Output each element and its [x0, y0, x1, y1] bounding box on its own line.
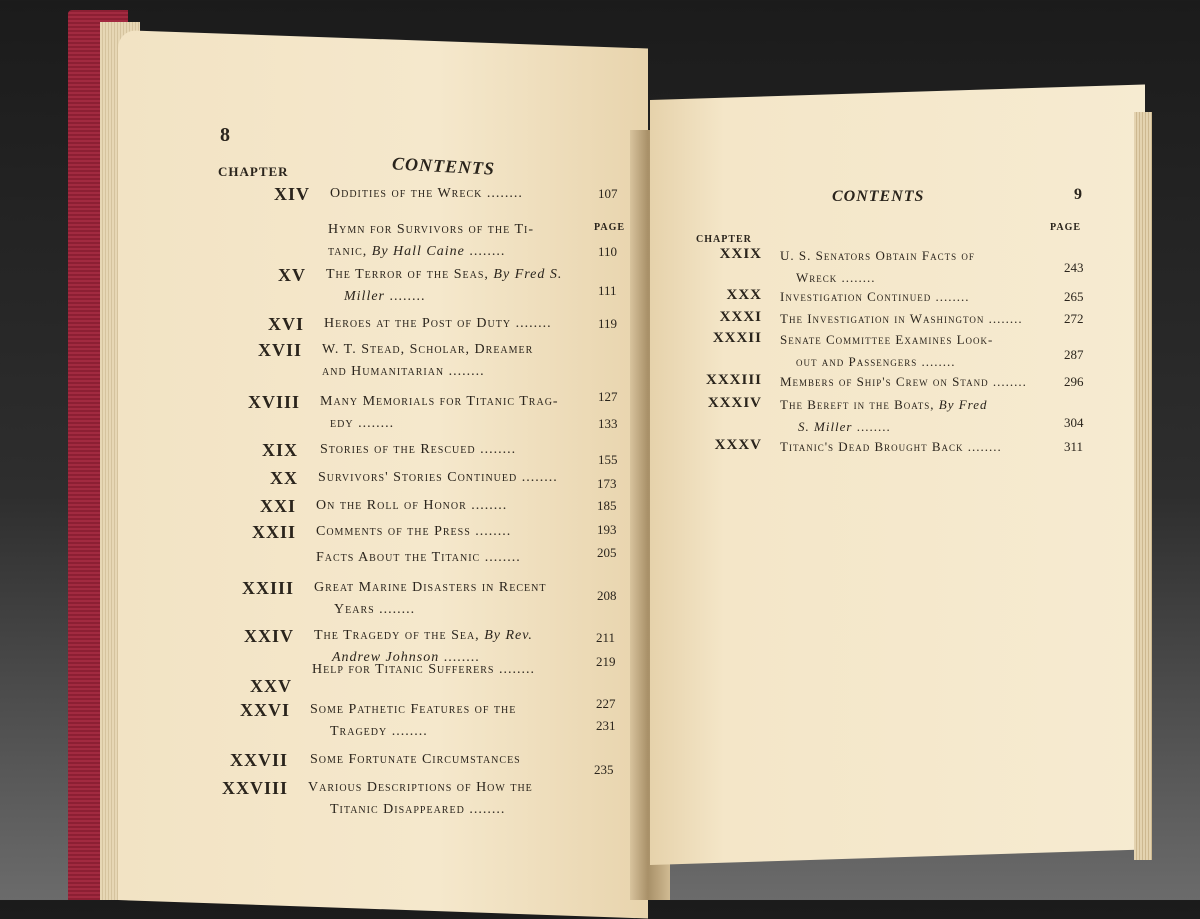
- chapter-number: XXVIII: [221, 778, 288, 798]
- entry-title-line: Comments of the Press ........: [316, 524, 512, 539]
- entry-title-line: Some Pathetic Features of the: [310, 702, 517, 717]
- page-reference: 287: [1064, 347, 1084, 362]
- entry-title-line: Great Marine Disasters in Recent: [314, 580, 547, 595]
- entry-title-line: Facts About the Titanic ........: [316, 550, 521, 565]
- page-reference: 243: [1064, 260, 1084, 275]
- chapter-number: XXVII: [229, 750, 288, 770]
- right-chapter-label: CHAPTER: [696, 234, 752, 245]
- entry-title-line: On the Roll of Honor ........: [316, 498, 508, 513]
- entry-title-line: edy ........: [330, 416, 395, 431]
- entry-title-line: Some Fortunate Circumstances: [310, 752, 521, 767]
- page-reference: 107: [598, 186, 618, 201]
- entry-title-line: The Investigation in Washington ........: [780, 311, 1023, 326]
- chapter-number: XVII: [257, 340, 302, 360]
- chapter-number: XX: [270, 468, 298, 488]
- entry-title-line: Andrew Johnson ........: [332, 650, 480, 665]
- entry-title-line: U. S. Senators Obtain Facts of: [780, 248, 975, 263]
- page-reference: 296: [1064, 374, 1084, 389]
- entry-title-line: Many Memorials for Titanic Trag-: [320, 394, 559, 409]
- chapter-number: XXX: [726, 287, 762, 303]
- entry-title-line: Stories of the Rescued ........: [320, 442, 517, 457]
- entry-title-line: The Terror of the Seas, By Fred S.: [326, 267, 563, 282]
- chapter-number: XXXI: [719, 309, 762, 325]
- entry-title-line: Miller ........: [344, 289, 426, 304]
- page-reference: 193: [597, 522, 617, 537]
- entry-title-line: W. T. Stead, Scholar, Dreamer: [322, 342, 534, 357]
- entry-title-line: and Humanitarian ........: [322, 364, 485, 379]
- entry-title-line: Oddities of the Wreck ........: [330, 186, 523, 201]
- page-reference: 227: [596, 696, 616, 711]
- entry-title-line: tanic, By Hall Caine ........: [328, 244, 506, 259]
- page-reference: 208: [597, 588, 617, 603]
- chapter-number: XXXV: [714, 437, 762, 453]
- left-heading: CONTENTS: [391, 153, 496, 179]
- chapter-number: XV: [278, 265, 306, 285]
- entry-title-line: Tragedy ........: [330, 724, 428, 739]
- entry-title-line: Heroes at the Post of Duty ........: [324, 316, 552, 331]
- page-reference: 185: [597, 498, 617, 513]
- entry-title-line: Hymn for Survivors of the Ti-: [328, 222, 535, 237]
- entry-title-line: Wreck ........: [796, 270, 876, 285]
- entry-title-line: The Bereft in the Boats, By Fred: [780, 397, 988, 412]
- entry-title-line: Titanic's Dead Brought Back ........: [780, 439, 1002, 454]
- right-page-number: 9: [1074, 186, 1082, 203]
- page-reference: 311: [1064, 439, 1084, 454]
- chapter-number: XVI: [267, 314, 304, 334]
- right-page-label: PAGE: [1050, 222, 1082, 233]
- page-reference: 127: [598, 389, 618, 404]
- entry-title-line: Various Descriptions of How the: [308, 780, 533, 795]
- chapter-number: XXXIV: [707, 395, 762, 411]
- entry-title-line: Survivors' Stories Continued ........: [318, 470, 558, 485]
- page-reference: 265: [1064, 289, 1084, 304]
- page-reference: 304: [1064, 415, 1084, 430]
- left-chapter-label: CHAPTER: [218, 164, 289, 179]
- page-reference: 205: [597, 545, 617, 560]
- page-reference: 111: [598, 283, 617, 298]
- page-reference: 133: [598, 416, 618, 431]
- chapter-number: XXVI: [239, 700, 290, 720]
- chapter-number: XVIII: [247, 392, 300, 412]
- entry-title-line: Investigation Continued ........: [780, 289, 970, 304]
- chapter-number: XXXIII: [705, 372, 762, 388]
- chapter-number: XXII: [251, 522, 296, 542]
- left-page-label: PAGE: [594, 222, 626, 233]
- chapter-number: XXI: [259, 496, 296, 516]
- left-page-number: 8: [220, 124, 230, 146]
- chapter-number: XXXII: [712, 330, 762, 346]
- page-reference: 211: [596, 630, 616, 645]
- entry-title-line: S. Miller ........: [798, 419, 891, 434]
- page-reference: 173: [597, 476, 617, 491]
- entry-title-line: Years ........: [334, 602, 416, 617]
- page-reference: 119: [598, 316, 618, 331]
- entry-title-line: Members of Ship's Crew on Stand ........: [780, 374, 1027, 389]
- page-reference: 235: [594, 762, 614, 777]
- entry-title-line: Help for Titanic Sufferers ........: [312, 662, 535, 677]
- right-page-edges: [1134, 112, 1152, 860]
- chapter-number: XXIX: [719, 246, 762, 262]
- page-reference: 155: [598, 452, 618, 467]
- chapter-number: XXIII: [241, 578, 294, 598]
- chapter-number: XIV: [273, 184, 310, 204]
- page-reference: 231: [596, 718, 616, 733]
- chapter-number: XXV: [250, 676, 292, 696]
- page-reference: 272: [1064, 311, 1084, 326]
- entry-title-line: The Tragedy of the Sea, By Rev.: [314, 628, 533, 643]
- chapter-number: XXIV: [243, 626, 294, 646]
- page-reference: 219: [596, 654, 616, 669]
- page-reference: 110: [598, 244, 618, 259]
- entry-title-line: out and Passengers ........: [796, 354, 956, 369]
- right-heading: CONTENTS: [832, 188, 925, 205]
- entry-title-line: Senate Committee Examines Look-: [780, 332, 994, 347]
- chapter-number: XIX: [261, 440, 298, 460]
- entry-title-line: Titanic Disappeared ........: [330, 802, 506, 817]
